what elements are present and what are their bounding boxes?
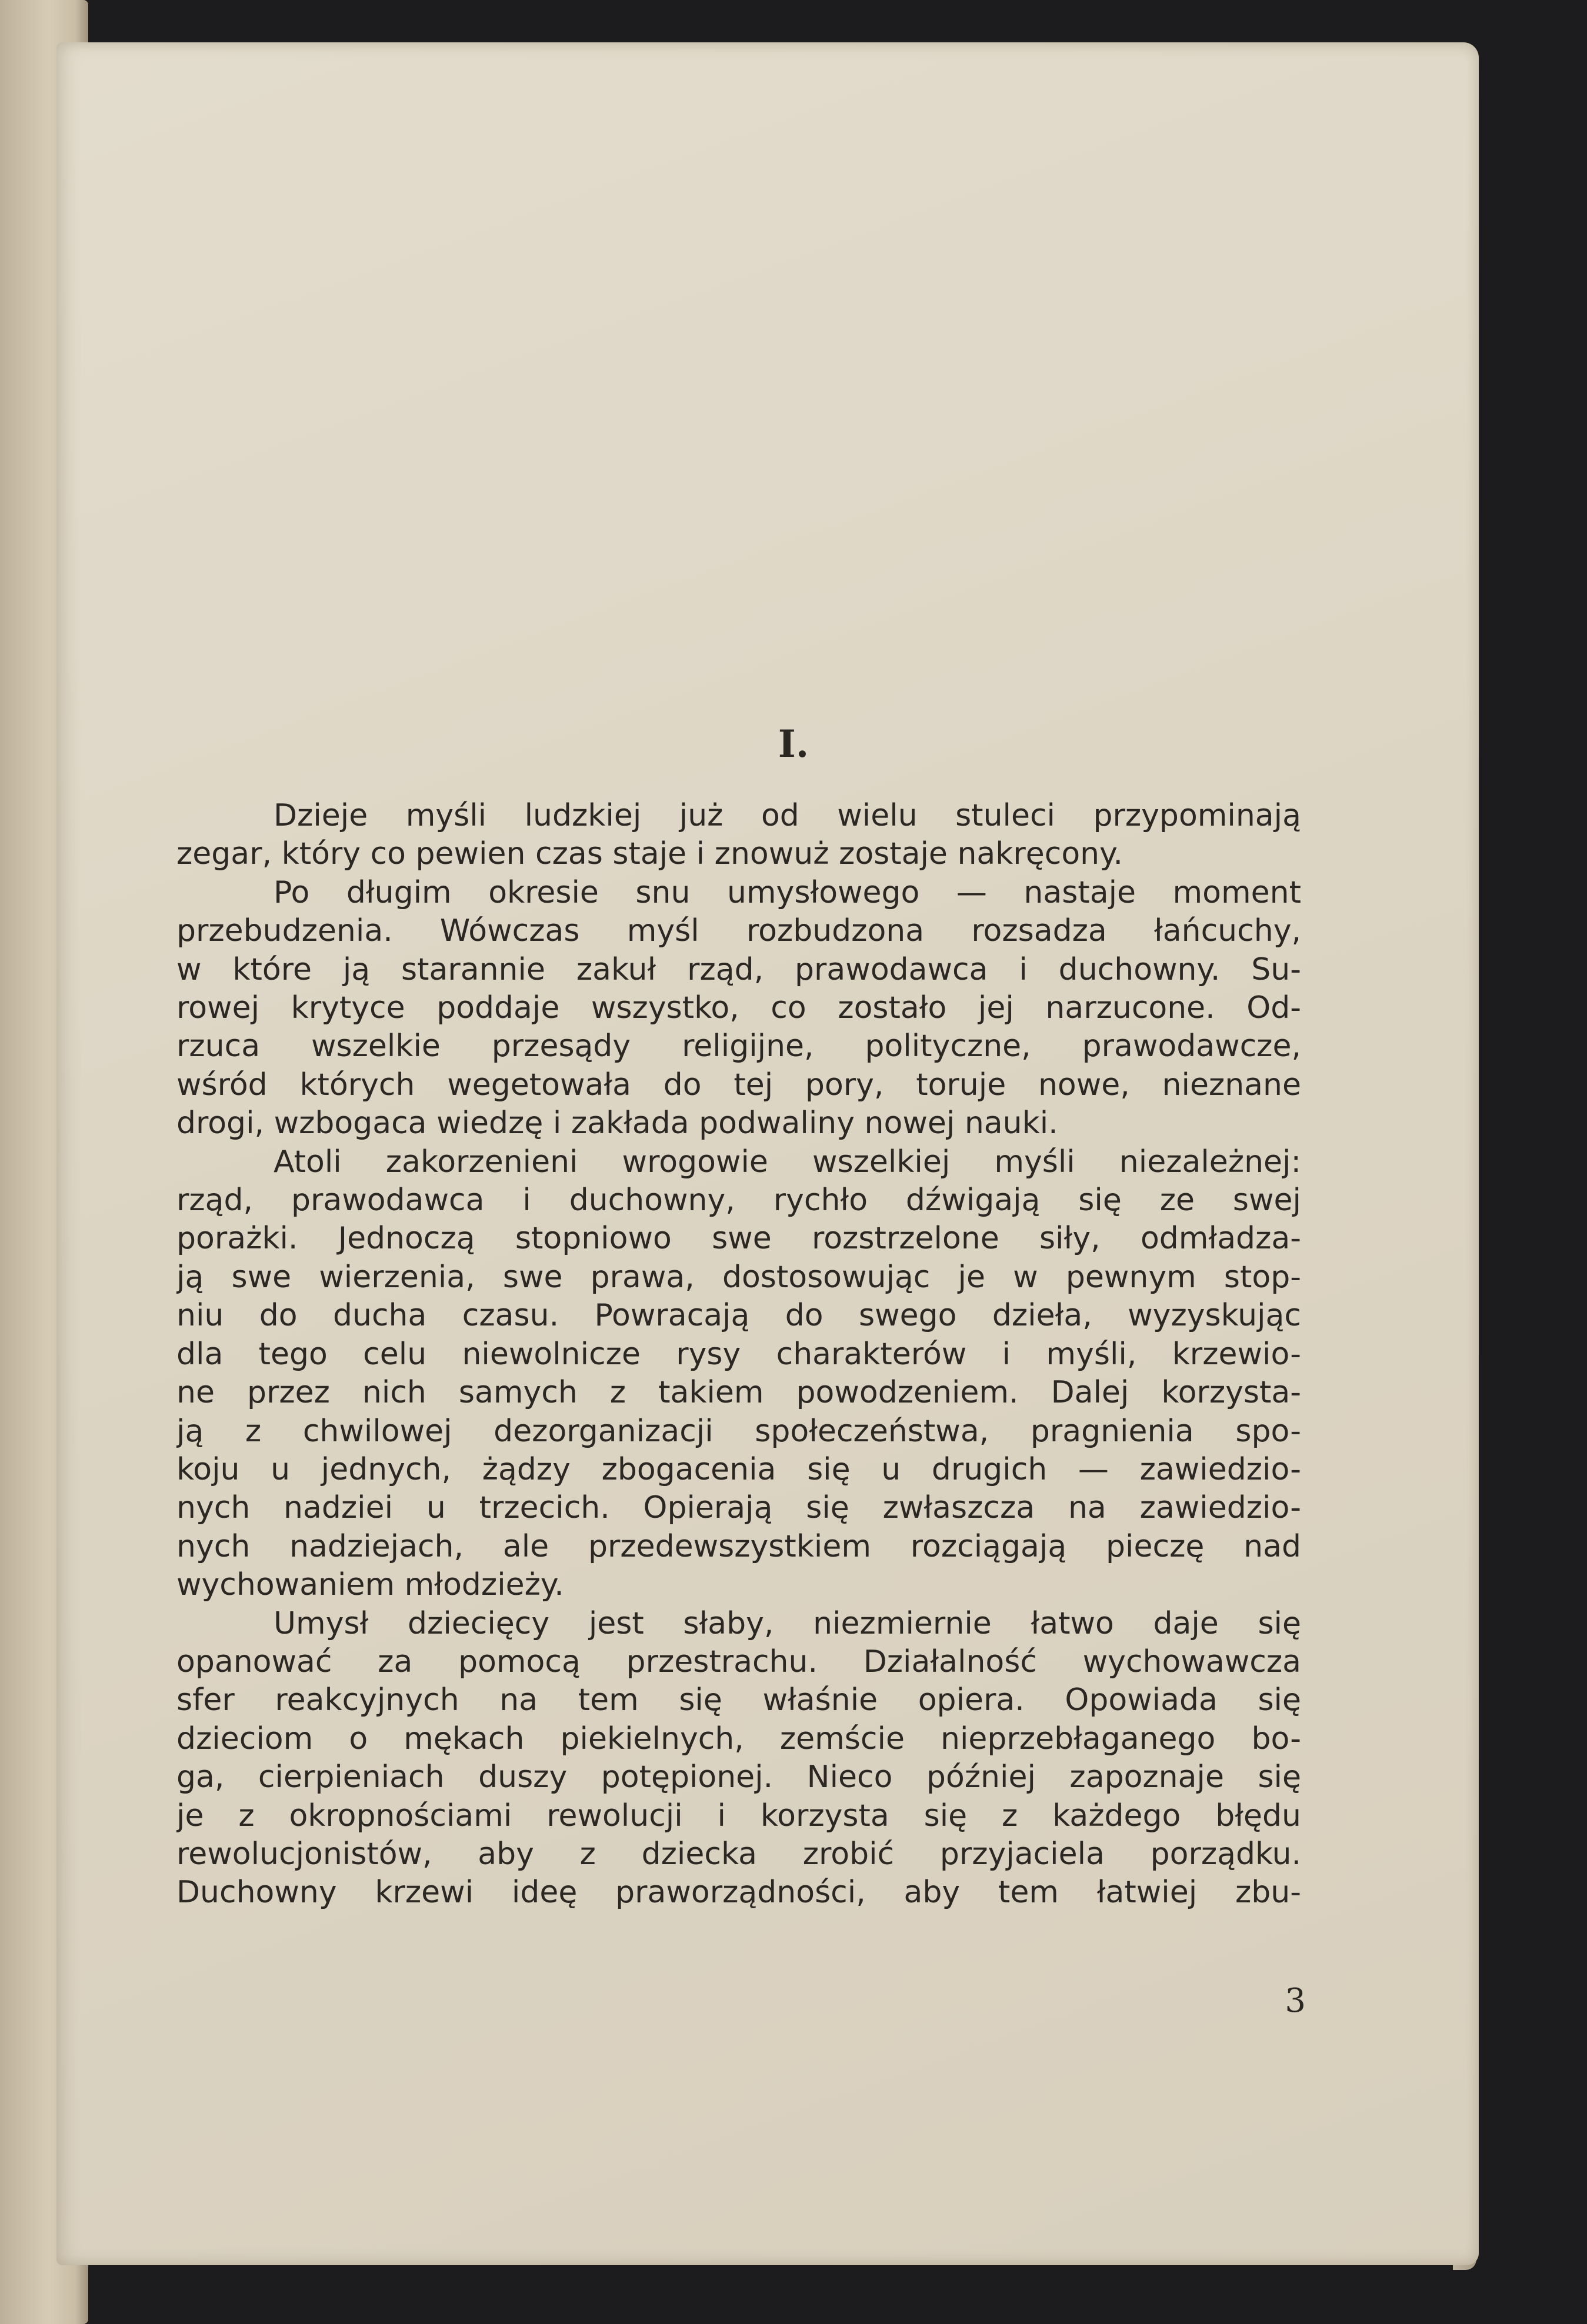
text-line: Umysł dziecięcy jest słaby, niezmiernie łatwo daje się: [274, 1605, 1301, 1641]
text-line: rowej krytyce poddaje wszystko, co zostało jej narzucone. Od-: [176, 990, 1301, 1026]
text-line: ją z chwilowej dezorganizacji społeczeństwa, pragnienia spo-: [176, 1413, 1301, 1449]
text-line: wychowaniem młodzieży.: [176, 1567, 564, 1603]
text-line: Dzieje myśli ludzkiej już od wielu stuleci przypominają: [274, 798, 1301, 833]
chapter-numeral: I.: [778, 722, 809, 766]
text-line: ne przez nich samych z takiem powodzeniem. Dalej korzysta-: [176, 1375, 1301, 1411]
text-line: niu do ducha czasu. Powracają do swego dzieła, wyzyskując: [176, 1298, 1301, 1334]
text-line: nych nadziei u trzecich. Opierają się zwłaszcza na zawiedzio-: [176, 1490, 1301, 1526]
body-text: [176, 797, 1301, 1912]
text-line: porażki. Jednoczą stopniowo swe rozstrzelone siły, odmładza-: [176, 1221, 1301, 1257]
text-line: ją swe wierzenia, swe prawa, dostosowując je w pewnym stop-: [176, 1259, 1301, 1295]
text-line: przebudzenia. Wówczas myśl rozbudzona rozsadza łańcuchy,: [176, 913, 1301, 949]
text-line: dzieciom o mękach piekielnych, zemście nieprzebłaganego bo-: [176, 1721, 1301, 1757]
text-line: dla tego celu niewolnicze rysy charakterów i myśli, krzewio-: [176, 1336, 1301, 1372]
text-line: w które ją starannie zakuł rząd, prawodawca i duchowny. Su-: [176, 951, 1301, 987]
text-line: Duchowny krzewi ideę praworządności, aby tem łatwiej zbu-: [176, 1875, 1301, 1911]
text-line: je z okropnościami rewolucji i korzysta się z każdego błędu: [176, 1798, 1301, 1834]
text-line: koju u jednych, żądzy zbogacenia się u drugich — zawiedzio-: [176, 1451, 1301, 1487]
text-line: ga, cierpieniach duszy potępionej. Nieco później zapoznaje się: [176, 1759, 1301, 1795]
text-line: Po długim okresie snu umysłowego — nastaje moment: [274, 874, 1301, 910]
text-line: wśród których wegetowała do tej pory, toruje nowe, nieznane: [176, 1067, 1301, 1103]
text-line: rzuca wszelkie przesądy religijne, polityczne, prawodawcze,: [176, 1029, 1301, 1064]
text-line: opanować za pomocą przestrachu. Działalność wychowawcza: [176, 1644, 1301, 1679]
page-number: 3: [1285, 1982, 1306, 2020]
text-line: rewolucjonistów, aby z dziecka zrobić przyjaciela porządku.: [176, 1836, 1301, 1872]
text-line: sfer reakcyjnych na tem się właśnie opiera. Opowiada się: [176, 1682, 1301, 1718]
text-line: nych nadziejach, ale przedewszystkiem rozciągają pieczę nad: [176, 1528, 1301, 1564]
text-line: rząd, prawodawca i duchowny, rychło dźwigają się ze swej: [176, 1183, 1301, 1218]
text-line: Atoli zakorzenieni wrogowie wszelkiej myśli niezależnej:: [274, 1144, 1301, 1180]
text-line: drogi, wzbogaca wiedzę i zakłada podwaliny nowej nauki.: [176, 1106, 1058, 1141]
text-line: zegar, który co pewien czas staje i znowuż zostaje nakręcony.: [176, 836, 1123, 872]
